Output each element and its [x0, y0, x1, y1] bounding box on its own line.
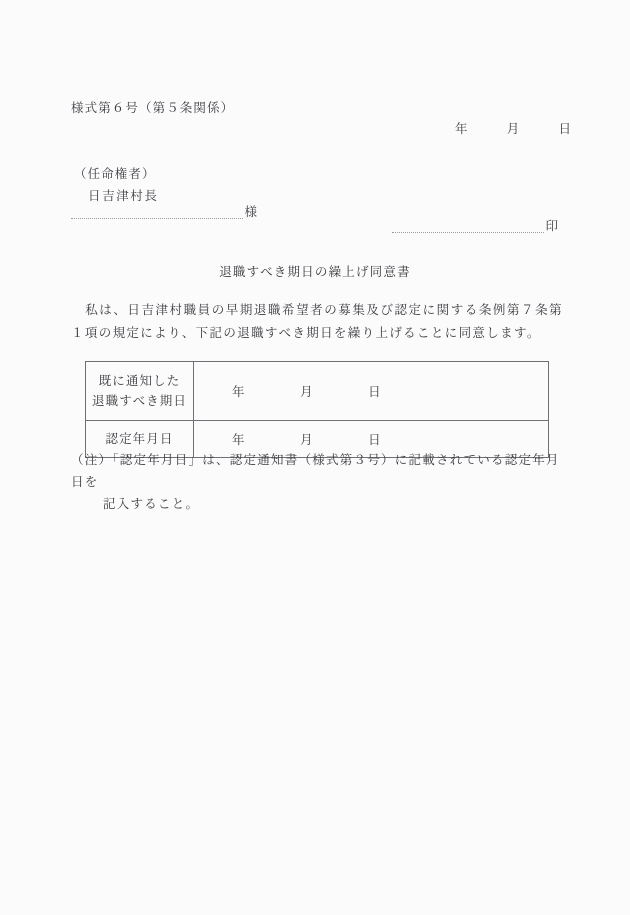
body-line-1: 私は、日吉津村職員の早期退職希望者の募集及び認定に関する条例第７条第１項の: [71, 303, 563, 340]
body-paragraph: [71, 299, 563, 345]
label-line-2: 退職すべき期日: [92, 394, 187, 408]
seal-mark: 印: [545, 218, 558, 233]
row-1-day: 日: [368, 433, 382, 447]
footnote-line-2: 記入すること。: [103, 497, 200, 511]
date-blank-month: 月: [506, 122, 521, 136]
retirement-date-table: [85, 361, 549, 458]
date-blank-year: 年: [455, 122, 469, 136]
document-title: 退職すべき期日の繰上げ同意書: [219, 265, 411, 279]
addressee-role: （任命権者）: [74, 167, 156, 181]
body-line-2: 規定により、下記の退職すべき期日を繰り上げることに同意します。: [112, 326, 541, 340]
label-line-1: 認定年月日: [105, 432, 174, 446]
addressee-blank-line: [71, 204, 257, 219]
signature-blank-line: [392, 218, 558, 233]
row-1-year: 年: [232, 433, 246, 447]
date-blank-day: 日: [558, 122, 573, 136]
row-0-day: 日: [368, 385, 382, 399]
row-0-year: 年: [232, 385, 246, 399]
table-row-value-notified-date: [194, 362, 549, 421]
signature-dotted-leader: [392, 218, 544, 233]
date-blank-field: [455, 119, 572, 137]
footnote-line-1: （注）「認定年月日」は、認定通知書（様式第３号）に記載されている認定年月日を: [71, 453, 560, 489]
row-1-month: 月: [300, 433, 314, 447]
row-0-month: 月: [300, 385, 314, 399]
addressee-honorific: 様: [244, 204, 257, 219]
addressee-name: 日吉津村長: [88, 189, 159, 203]
label-line-1: 既に通知した: [98, 374, 181, 388]
table-row: [86, 362, 549, 421]
form-number: 様式第６号（第５条関係）: [71, 101, 235, 115]
addressee-dotted-leader: [71, 204, 243, 219]
table-row-label-notified-date: [86, 362, 194, 421]
footnote: [71, 449, 571, 515]
